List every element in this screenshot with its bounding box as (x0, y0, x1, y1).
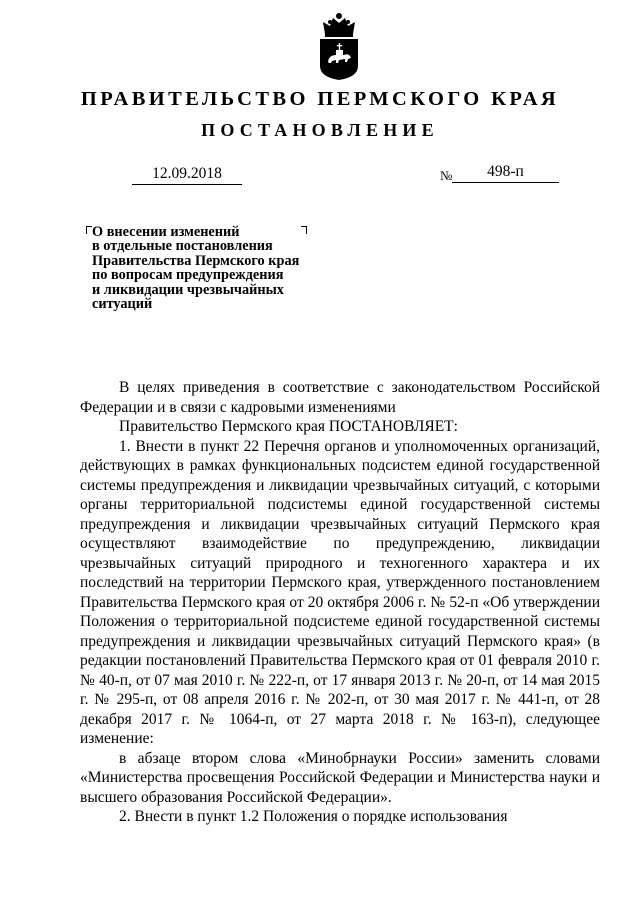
subject-line: О внесении изменений (92, 224, 240, 240)
coat-of-arms-icon (317, 10, 361, 80)
government-title: ПРАВИТЕЛЬСТВО ПЕРМСКОГО КРАЯ (80, 88, 560, 110)
document-date: 12.09.2018 (132, 165, 242, 185)
document-body (80, 378, 600, 827)
body-paragraph: 1. Внести в пункт 22 Перечня органов и уполномоченных организаций, действующих в рамках функциональных подсистем единой государственной системы предупреждения и ликвидации чрезвычайных ситуаций, с которыми органы территориальной подсистемы единой государственной системы предупреждения и ликвидации чрезвычайных ситуаций Пермского края осуществляют взаимодействие по предупреждению, ликвидации чрезвычайных ситуаций природного и техногенного характера и их последствий на территории Пермского края, утвержденного постановлением Правительства Пермского края от 20 октября 2006 г. № 52-п «Об утверждении Положения о территориальной подсистеме единой государственной системы предупреждения и ликвидации чрезвычайных ситуаций Пермского края» (в редакции постановлений Правительства Пермского края от 01 февраля 2010 г. № 40-п, от 07 мая 2010 г. № 222-п, от 17 января 2013 г. № 20-п, от 14 мая 2015 г. № 295-п, от 08 апреля 2016 г. № 202-п, от 30 мая 2017 г. № 441-п, от 28 декабря 2017 г. № 1064-п, от 27 марта 2018 г. № 163-п), следующее изменение: (80, 437, 600, 747)
subject-line: по вопросам предупреждения (92, 267, 284, 284)
subject-line: и ликвидации чрезвычайных (92, 281, 284, 298)
number-label: № (440, 168, 453, 183)
subject-line: ситуаций (92, 296, 153, 313)
body-paragraph: Правительство Пермского края ПОСТАНОВЛЯЕТ: (119, 418, 458, 435)
subject-line: в отдельные постановления (92, 238, 273, 255)
body-paragraph: В целях приведения в соответствие с законодательством Российской Федерации и в связи с кадровыми изменениями (80, 379, 600, 416)
document-type: ПОСТАНОВЛЕНИЕ (201, 120, 439, 140)
body-paragraph: 2. Внести в пункт 1.2 Положения о порядке использования (119, 808, 508, 825)
body-paragraph: в абзаце втором слова «Минобрнауки России» заменить словами «Министерства просвещения Российской Федерации и Министерства науки и высшего образования Российской Федерации». (80, 749, 600, 806)
document-subject (92, 225, 332, 311)
subject-line: Правительства Пермского края (92, 252, 300, 269)
document-number: 498-п (452, 163, 559, 183)
